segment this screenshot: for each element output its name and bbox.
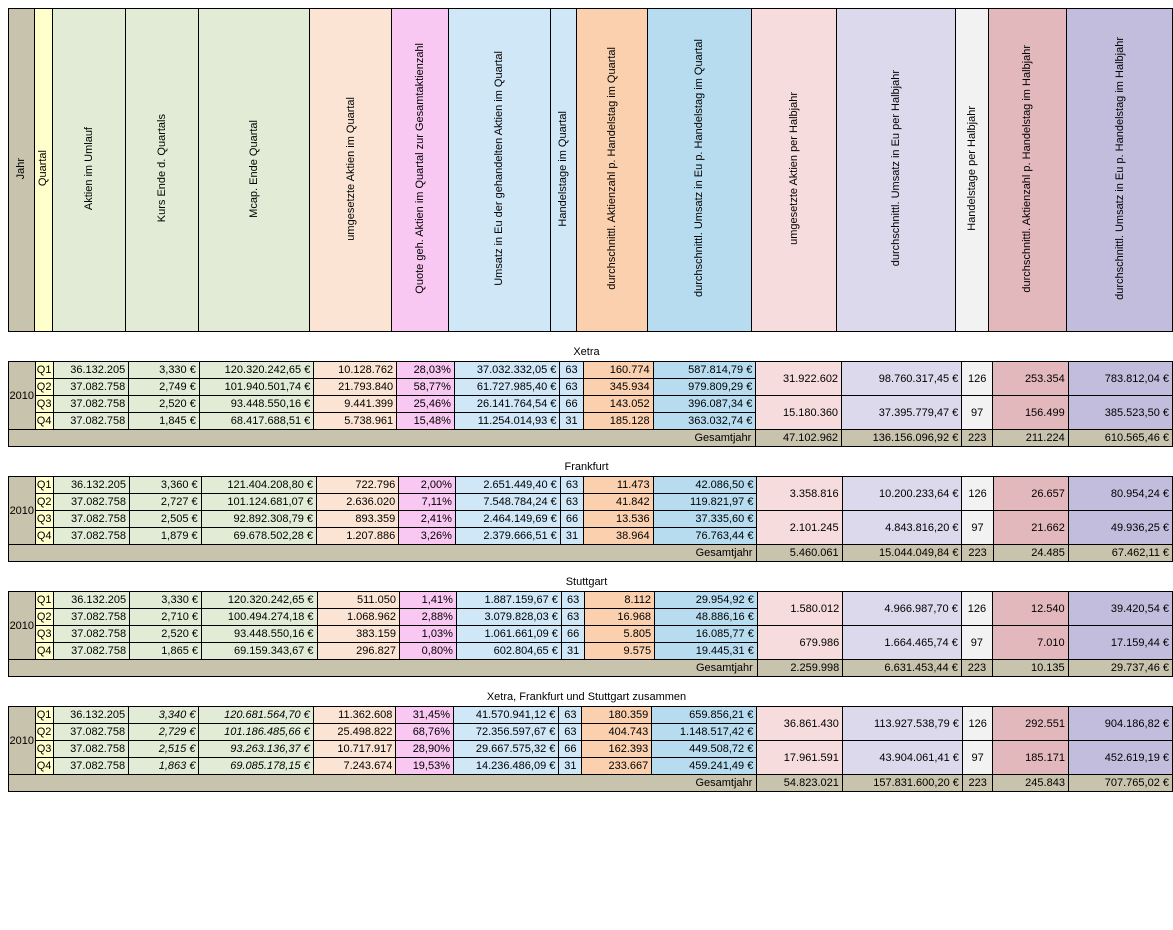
gesamtjahr-label: Gesamtjahr [9, 775, 757, 792]
cell-umsatz_eu: 37.032.332,05 € [454, 362, 560, 379]
cell-d_umsatz: 16.085,77 € [655, 626, 758, 643]
data-block [8, 461, 1173, 562]
cell-h_aktien: 679.986 [757, 626, 842, 660]
total-h_d_umsatz: 707.765,02 € [1068, 775, 1172, 792]
block-title: Frankfurt [564, 461, 609, 473]
column-header-label: durchschnittl. Aktienzahl p. Handelstag im Quartal [605, 47, 618, 290]
year-cell: 2010 [9, 477, 36, 545]
cell-umsatz_eu: 602.804,65 € [456, 643, 561, 660]
cell-kurs: 2,729 € [129, 724, 199, 741]
cell-mcap: 93.448.550,16 € [199, 396, 313, 413]
cell-quote: 58,77% [397, 379, 455, 396]
cell-kurs: 1,879 € [130, 528, 202, 545]
cell-umsatz_eu: 7.548.784,24 € [455, 494, 560, 511]
cell-quartal: Q3 [35, 626, 53, 643]
cell-d_umsatz: 119.821,97 € [653, 494, 757, 511]
cell-kurs: 2,505 € [130, 511, 202, 528]
total-h_aktien: 47.102.962 [756, 430, 842, 447]
cell-aktien: 36.132.205 [53, 477, 129, 494]
column-header-aktien [53, 9, 126, 332]
cell-ums_aktien: 25.498.822 [313, 724, 396, 741]
cell-umsatz_eu: 2.379.666,51 € [455, 528, 560, 545]
cell-quartal: Q1 [35, 707, 53, 724]
cell-handelstage: 63 [560, 477, 584, 494]
cell-handelstage: 31 [561, 643, 585, 660]
cell-h_tage: 97 [962, 741, 993, 775]
cell-h_tage: 126 [962, 477, 993, 511]
cell-d_aktien: 8.112 [585, 592, 655, 609]
total-h_tage: 223 [962, 775, 993, 792]
cell-h_aktien: 3.358.816 [757, 477, 842, 511]
column-header-table [8, 8, 1173, 332]
totals-row [9, 545, 1173, 562]
total-h_umsatz: 136.156.096,92 € [842, 430, 962, 447]
total-h_d_aktien: 10.135 [992, 660, 1068, 677]
cell-quartal: Q4 [35, 528, 53, 545]
cell-ums_aktien: 21.793.840 [314, 379, 397, 396]
cell-ums_aktien: 296.827 [317, 643, 399, 660]
cell-ums_aktien: 1.068.962 [317, 609, 399, 626]
cell-quartal: Q4 [35, 643, 53, 660]
cell-handelstage: 63 [559, 724, 582, 741]
cell-aktien: 37.082.758 [53, 758, 129, 775]
cell-h_d_umsatz: 904.186,82 € [1068, 707, 1172, 741]
cell-d_umsatz: 1.148.517,42 € [652, 724, 757, 741]
cell-mcap: 69.085.178,15 € [199, 758, 313, 775]
cell-ums_aktien: 383.159 [317, 626, 399, 643]
cell-d_umsatz: 29.954,92 € [655, 592, 758, 609]
cell-ums_aktien: 722.796 [317, 477, 399, 494]
cell-h_umsatz: 10.200.233,64 € [842, 477, 962, 511]
cell-mcap: 120.320.242,65 € [202, 592, 318, 609]
cell-mcap: 93.448.550,16 € [202, 626, 318, 643]
cell-ums_aktien: 11.362.608 [313, 707, 396, 724]
cell-handelstage: 63 [560, 494, 584, 511]
cell-quartal: Q1 [35, 477, 53, 494]
cell-aktien: 36.132.205 [53, 707, 129, 724]
cell-quote: 2,88% [399, 609, 456, 626]
cell-h_d_aktien: 21.662 [993, 511, 1068, 545]
cell-d_aktien: 180.359 [582, 707, 652, 724]
column-header-label: Umsatz in Eu der gehandelten Aktien im Quartal [493, 51, 506, 286]
cell-d_umsatz: 76.763,44 € [653, 528, 757, 545]
cell-mcap: 69.159.343,67 € [202, 643, 318, 660]
cell-handelstage: 63 [560, 362, 583, 379]
cell-h_umsatz: 98.760.317,45 € [842, 362, 962, 396]
cell-d_umsatz: 659.856,21 € [652, 707, 757, 724]
data-blocks-container [0, 346, 1173, 792]
data-table [8, 476, 1173, 562]
cell-aktien: 36.132.205 [53, 592, 129, 609]
column-header-label: Mcap. Ende Quartal [248, 119, 261, 218]
cell-aktien: 37.082.758 [53, 413, 129, 430]
cell-d_aktien: 185.128 [583, 413, 653, 430]
cell-d_aktien: 38.964 [584, 528, 653, 545]
gesamtjahr-label: Gesamtjahr [9, 545, 757, 562]
cell-d_aktien: 11.473 [584, 477, 653, 494]
cell-ums_aktien: 5.738.961 [314, 413, 397, 430]
cell-d_umsatz: 587.814,79 € [653, 362, 756, 379]
cell-kurs: 1,863 € [129, 758, 199, 775]
cell-h_d_aktien: 292.551 [993, 707, 1068, 741]
total-h_tage: 223 [962, 545, 993, 562]
table-row [9, 477, 1173, 494]
cell-quote: 2,00% [399, 477, 456, 494]
column-header-h_d_umsatz [1067, 9, 1173, 332]
total-h_d_aktien: 245.843 [993, 775, 1068, 792]
year-cell: 2010 [9, 707, 36, 775]
cell-d_umsatz: 449.508,72 € [652, 741, 757, 758]
totals-row [9, 775, 1173, 792]
block-title: Stuttgart [565, 576, 608, 588]
cell-quote: 0,80% [399, 643, 456, 660]
cell-h_aktien: 1.580.012 [757, 592, 842, 626]
data-table [8, 591, 1173, 677]
column-header-label: umgesetzte Aktien per Halbjahr [787, 92, 800, 245]
cell-aktien: 36.132.205 [53, 362, 129, 379]
table-row [9, 741, 1173, 758]
column-header-ums_aktien [310, 9, 392, 332]
data-block [8, 691, 1173, 792]
cell-d_aktien: 160.774 [583, 362, 653, 379]
cell-ums_aktien: 9.441.399 [314, 396, 397, 413]
cell-d_umsatz: 37.335,60 € [653, 511, 757, 528]
column-header-umsatz_eu [448, 9, 550, 332]
cell-aktien: 37.082.758 [53, 494, 129, 511]
cell-umsatz_eu: 1.887.159,67 € [456, 592, 561, 609]
cell-kurs: 2,727 € [130, 494, 202, 511]
cell-umsatz_eu: 1.061.661,09 € [456, 626, 561, 643]
cell-h_aktien: 15.180.360 [756, 396, 842, 430]
cell-quartal: Q4 [35, 413, 53, 430]
table-row [9, 626, 1173, 643]
cell-ums_aktien: 893.359 [317, 511, 399, 528]
cell-h_tage: 97 [961, 626, 992, 660]
cell-h_d_aktien: 156.499 [992, 396, 1068, 430]
cell-aktien: 37.082.758 [53, 528, 129, 545]
column-header-h_aktien [751, 9, 837, 332]
cell-kurs: 1,865 € [130, 643, 202, 660]
cell-quote: 28,90% [396, 741, 454, 758]
cell-kurs: 2,710 € [130, 609, 202, 626]
cell-h_umsatz: 4.843.816,20 € [842, 511, 962, 545]
cell-kurs: 2,749 € [129, 379, 200, 396]
column-header-h_umsatz [837, 9, 955, 332]
cell-d_umsatz: 48.886,16 € [655, 609, 758, 626]
cell-umsatz_eu: 2.464.149,69 € [455, 511, 560, 528]
total-h_umsatz: 6.631.453,44 € [843, 660, 962, 677]
cell-umsatz_eu: 41.570.941,12 € [454, 707, 559, 724]
column-header-quote [392, 9, 449, 332]
cell-d_aktien: 143.052 [583, 396, 653, 413]
cell-d_aktien: 41.842 [584, 494, 653, 511]
cell-h_umsatz: 113.927.538,79 € [842, 707, 962, 741]
cell-mcap: 101.186.485,66 € [199, 724, 313, 741]
gesamtjahr-label: Gesamtjahr [9, 660, 758, 677]
block-title: Xetra, Frankfurt und Stuttgart zusammen [486, 691, 687, 703]
cell-h_d_aktien: 26.657 [993, 477, 1068, 511]
cell-handelstage: 63 [561, 609, 585, 626]
cell-h_umsatz: 1.664.465,74 € [843, 626, 962, 660]
cell-ums_aktien: 10.717.917 [313, 741, 396, 758]
column-header-row [9, 9, 1173, 332]
cell-quartal: Q4 [35, 758, 53, 775]
column-header-quartal [34, 9, 52, 332]
cell-h_d_aktien: 7.010 [992, 626, 1068, 660]
cell-quartal: Q1 [35, 362, 53, 379]
cell-aktien: 37.082.758 [53, 396, 129, 413]
column-header-label: durchschnittl. Umsatz in Eu p. Handelstag im Quartal [693, 39, 706, 298]
cell-quote: 7,11% [399, 494, 456, 511]
cell-umsatz_eu: 29.667.575,32 € [454, 741, 559, 758]
total-h_aktien: 54.823.021 [757, 775, 843, 792]
table-row [9, 511, 1173, 528]
cell-kurs: 1,845 € [129, 413, 200, 430]
cell-h_d_aktien: 185.171 [993, 741, 1068, 775]
data-block [8, 346, 1173, 447]
cell-handelstage: 31 [560, 528, 584, 545]
cell-mcap: 69.678.502,28 € [201, 528, 316, 545]
cell-kurs: 2,515 € [129, 741, 199, 758]
cell-d_aktien: 13.536 [584, 511, 653, 528]
cell-h_d_aktien: 253.354 [992, 362, 1068, 396]
column-header-d_umsatz [647, 9, 751, 332]
cell-quote: 19,53% [396, 758, 454, 775]
cell-quote: 31,45% [396, 707, 454, 724]
column-header-label: Kurs Ende d. Quartals [156, 114, 169, 223]
cell-d_aktien: 16.968 [585, 609, 655, 626]
table-row [9, 592, 1173, 609]
column-header-h_tage [955, 9, 988, 332]
total-h_aktien: 2.259.998 [757, 660, 842, 677]
column-header-label: Quote geh. Aktien im Quartal zur Gesamtaktienzahl [414, 43, 427, 294]
cell-quote: 1,03% [399, 626, 456, 643]
column-header-label: Aktien im Umlauf [83, 126, 96, 211]
cell-quartal: Q2 [35, 379, 53, 396]
column-header-d_aktien [576, 9, 647, 332]
cell-d_umsatz: 459.241,49 € [652, 758, 757, 775]
cell-mcap: 68.417.688,51 € [199, 413, 313, 430]
cell-kurs: 3,330 € [129, 362, 200, 379]
cell-h_umsatz: 4.966.987,70 € [843, 592, 962, 626]
cell-h_aktien: 2.101.245 [757, 511, 842, 545]
cell-h_aktien: 31.922.602 [756, 362, 842, 396]
column-header-handelstage [550, 9, 576, 332]
cell-h_aktien: 17.961.591 [757, 741, 843, 775]
cell-handelstage: 66 [559, 741, 582, 758]
total-h_aktien: 5.460.061 [757, 545, 842, 562]
cell-handelstage: 66 [561, 626, 585, 643]
cell-aktien: 37.082.758 [53, 741, 129, 758]
cell-quote: 1,41% [399, 592, 456, 609]
cell-handelstage: 66 [560, 511, 584, 528]
cell-ums_aktien: 10.128.762 [314, 362, 397, 379]
cell-mcap: 101.940.501,74 € [199, 379, 313, 396]
cell-kurs: 3,330 € [130, 592, 202, 609]
cell-h_d_aktien: 12.540 [992, 592, 1068, 626]
cell-aktien: 37.082.758 [53, 511, 129, 528]
cell-quartal: Q2 [35, 724, 53, 741]
total-h_d_umsatz: 29.737,46 € [1068, 660, 1172, 677]
cell-h_d_umsatz: 49.936,25 € [1068, 511, 1172, 545]
column-header-label: durchschnittl. Umsatz in Eu p. Handelstag im Halbjahr [1113, 37, 1126, 300]
cell-ums_aktien: 7.243.674 [313, 758, 396, 775]
cell-h_d_umsatz: 80.954,24 € [1068, 477, 1172, 511]
cell-quote: 25,46% [397, 396, 455, 413]
cell-h_tage: 126 [961, 592, 992, 626]
totals-row [9, 660, 1173, 677]
cell-aktien: 37.082.758 [53, 626, 129, 643]
cell-d_umsatz: 979.809,29 € [653, 379, 756, 396]
total-h_d_aktien: 211.224 [992, 430, 1068, 447]
cell-ums_aktien: 2.636.020 [317, 494, 399, 511]
cell-h_tage: 126 [962, 707, 993, 741]
cell-d_aktien: 404.743 [582, 724, 652, 741]
total-h_d_umsatz: 610.565,46 € [1068, 430, 1172, 447]
data-table [8, 706, 1173, 792]
cell-umsatz_eu: 26.141.764,54 € [454, 396, 560, 413]
cell-umsatz_eu: 11.254.014,93 € [454, 413, 560, 430]
column-header-label: Handelstage im Quartal [557, 110, 570, 227]
cell-h_tage: 97 [962, 511, 993, 545]
cell-kurs: 3,340 € [129, 707, 199, 724]
cell-quartal: Q2 [35, 494, 53, 511]
cell-ums_aktien: 511.050 [317, 592, 399, 609]
column-header-label: umgesetzte Aktien im Quartal [344, 96, 357, 241]
cell-quartal: Q2 [35, 609, 53, 626]
cell-kurs: 2,520 € [130, 626, 202, 643]
cell-aktien: 37.082.758 [53, 724, 129, 741]
cell-d_aktien: 9.575 [585, 643, 655, 660]
column-header-mcap [199, 9, 310, 332]
cell-kurs: 3,360 € [130, 477, 202, 494]
cell-h_umsatz: 37.395.779,47 € [842, 396, 962, 430]
cell-h_tage: 97 [962, 396, 993, 430]
cell-handelstage: 31 [559, 758, 582, 775]
gesamtjahr-label: Gesamtjahr [9, 430, 756, 447]
total-h_d_umsatz: 67.462,11 € [1068, 545, 1172, 562]
cell-h_d_umsatz: 452.619,19 € [1068, 741, 1172, 775]
cell-kurs: 2,520 € [129, 396, 200, 413]
cell-d_umsatz: 396.087,34 € [653, 396, 756, 413]
cell-d_aktien: 162.393 [582, 741, 652, 758]
cell-umsatz_eu: 61.727.985,40 € [454, 379, 560, 396]
cell-h_umsatz: 43.904.061,41 € [842, 741, 962, 775]
cell-d_umsatz: 363.032,74 € [653, 413, 756, 430]
cell-umsatz_eu: 3.079.828,03 € [456, 609, 561, 626]
cell-quartal: Q3 [35, 511, 53, 528]
table-row [9, 707, 1173, 724]
cell-mcap: 121.404.208,80 € [201, 477, 316, 494]
column-header-kurs [126, 9, 199, 332]
cell-umsatz_eu: 14.236.486,09 € [454, 758, 559, 775]
cell-mcap: 100.494.274,18 € [202, 609, 318, 626]
cell-h_d_umsatz: 385.523,50 € [1068, 396, 1172, 430]
table-row [9, 396, 1173, 413]
cell-d_aktien: 5.805 [585, 626, 655, 643]
block-title: Xetra [573, 346, 600, 358]
cell-h_d_umsatz: 17.159,44 € [1068, 626, 1172, 660]
total-h_umsatz: 15.044.049,84 € [842, 545, 962, 562]
cell-mcap: 93.263.136,37 € [199, 741, 313, 758]
total-h_d_aktien: 24.485 [993, 545, 1068, 562]
cell-quartal: Q3 [35, 741, 53, 758]
cell-handelstage: 66 [560, 396, 583, 413]
year-cell: 2010 [9, 592, 36, 660]
column-header-jahr [9, 9, 35, 332]
cell-mcap: 92.892.308,79 € [201, 511, 316, 528]
cell-aktien: 37.082.758 [53, 379, 129, 396]
cell-h_tage: 126 [962, 362, 993, 396]
cell-aktien: 37.082.758 [53, 609, 129, 626]
data-table [8, 361, 1173, 447]
column-header-label: Jahr [15, 157, 28, 180]
cell-d_umsatz: 19.445,31 € [655, 643, 758, 660]
cell-ums_aktien: 1.207.886 [317, 528, 399, 545]
cell-handelstage: 63 [559, 707, 582, 724]
cell-mcap: 120.681.564,70 € [199, 707, 313, 724]
year-cell: 2010 [9, 362, 36, 430]
table-row [9, 362, 1173, 379]
cell-quote: 68,76% [396, 724, 454, 741]
cell-quote: 3,26% [399, 528, 456, 545]
cell-umsatz_eu: 2.651.449,40 € [455, 477, 560, 494]
cell-h_d_umsatz: 39.420,54 € [1068, 592, 1172, 626]
cell-mcap: 120.320.242,65 € [199, 362, 313, 379]
cell-h_d_umsatz: 783.812,04 € [1068, 362, 1172, 396]
cell-d_aktien: 345.934 [583, 379, 653, 396]
cell-handelstage: 63 [560, 379, 583, 396]
cell-quote: 15,48% [397, 413, 455, 430]
totals-row [9, 430, 1173, 447]
cell-quote: 2,41% [399, 511, 456, 528]
cell-handelstage: 31 [560, 413, 583, 430]
total-h_umsatz: 157.831.600,20 € [842, 775, 962, 792]
cell-quote: 28,03% [397, 362, 455, 379]
total-h_tage: 223 [961, 660, 992, 677]
cell-h_aktien: 36.861.430 [757, 707, 843, 741]
cell-quartal: Q1 [35, 592, 53, 609]
column-header-h_d_aktien [988, 9, 1066, 332]
total-h_tage: 223 [962, 430, 993, 447]
column-header-label: Quartal [37, 150, 50, 187]
column-header-label: durchschnittl. Umsatz in Eu per Halbjahr [890, 70, 903, 267]
cell-aktien: 37.082.758 [53, 643, 129, 660]
cell-mcap: 101.124.681,07 € [201, 494, 316, 511]
cell-d_umsatz: 42.086,50 € [653, 477, 757, 494]
cell-d_aktien: 233.667 [582, 758, 652, 775]
cell-quartal: Q3 [35, 396, 53, 413]
cell-handelstage: 63 [561, 592, 585, 609]
column-header-label: durchschnittl. Aktienzahl p. Handelstag im Halbjahr [1021, 44, 1034, 293]
column-header-label: Handelstage per Halbjahr [965, 106, 978, 231]
cell-umsatz_eu: 72.356.597,67 € [454, 724, 559, 741]
data-block [8, 576, 1173, 677]
